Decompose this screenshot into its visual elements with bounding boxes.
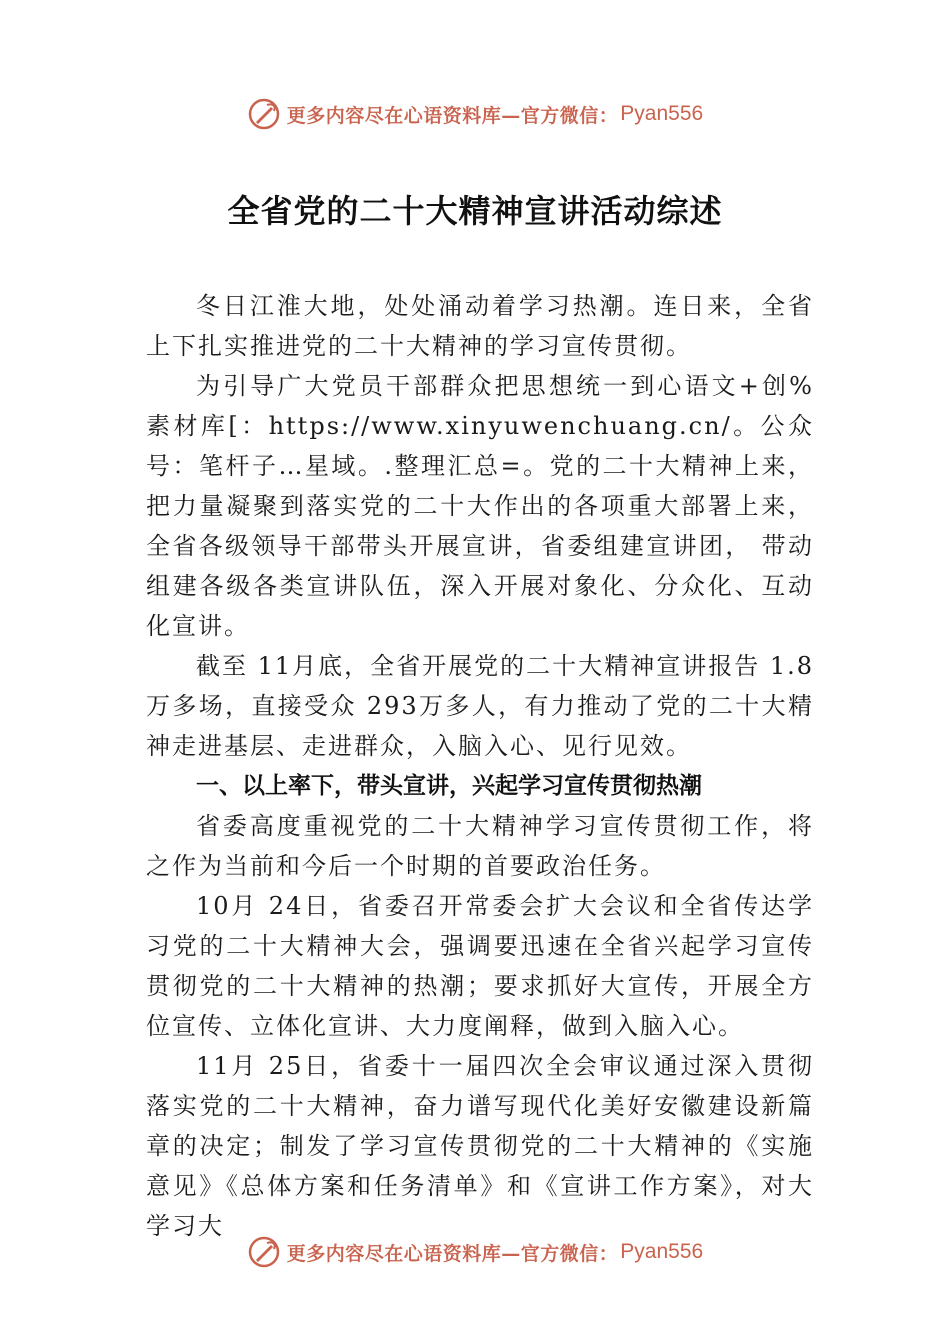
banner-wechat-id: Pyan556 (620, 102, 704, 125)
banner-wechat-id: Pyan556 (620, 1240, 704, 1263)
banner-text: 更多内容尽在心语资料库—官方微信： (286, 104, 619, 127)
quill-logo-icon (247, 97, 281, 131)
header-banner (0, 94, 950, 134)
paragraph: 省委高度重视党的二十大精神学习宣传贯彻工作，将之作为当前和今后一个时期的首要政治任务。 (146, 812, 814, 880)
paragraph: 为引导广大党员干部群众把思想统一到心语文+创%素材库[：https://www.xinyuwenchuang.cn/。公众号：笔杆子…星域。.整理汇总=。党的二十大精神上来，把力量凝聚到落实党的二十大作出的各项重大部署上来，全省各级领导干部带头开展宣讲，省委组建宣讲团， 带动组建各级各类宣讲队伍，深入开展对象化、分众化、互动化宣讲。 (146, 372, 814, 640)
section-heading: 一、以上率下，带头宣讲，兴起学习宣传贯彻热潮 (196, 773, 702, 799)
paragraph: 冬日江淮大地，处处涌动着学习热潮。连日来，全省上下扎实推进党的二十大精神的学习宣传贯彻。 (146, 292, 814, 360)
footer-banner (0, 1232, 950, 1272)
document-title: 全省党的二十大精神宣讲活动综述 (227, 192, 723, 230)
paragraph: 10月 24日，省委召开常委会扩大会议和全省传达学习党的二十大精神大会，强调要迅速在全省兴起学习宣传贯彻党的二十大精神的热潮；要求抓好大宣传，开展全方位宣传、立体化宣讲、大力度阐释，做到入脑入心。 (146, 892, 814, 1040)
quill-logo-icon (247, 1235, 281, 1269)
document-body (146, 286, 814, 1246)
banner-text: 更多内容尽在心语资料库—官方微信： (286, 1242, 619, 1265)
paragraph: 截至 11月底，全省开展党的二十大精神宣讲报告 1.8万多场，直接受众 293万多人，有力推动了党的二十大精神走进基层、走进群众，入脑入心、见行见效。 (146, 652, 814, 760)
paragraph: 11月 25日，省委十一届四次全会审议通过深入贯彻落实党的二十大精神，奋力谱写现代化美好安徽建设新篇章的决定；制发了学习宣传贯彻党的二十大精神的《实施意见》《总体方案和任务清单》和《宣讲工作方案》，对大学习大 (146, 1052, 814, 1240)
